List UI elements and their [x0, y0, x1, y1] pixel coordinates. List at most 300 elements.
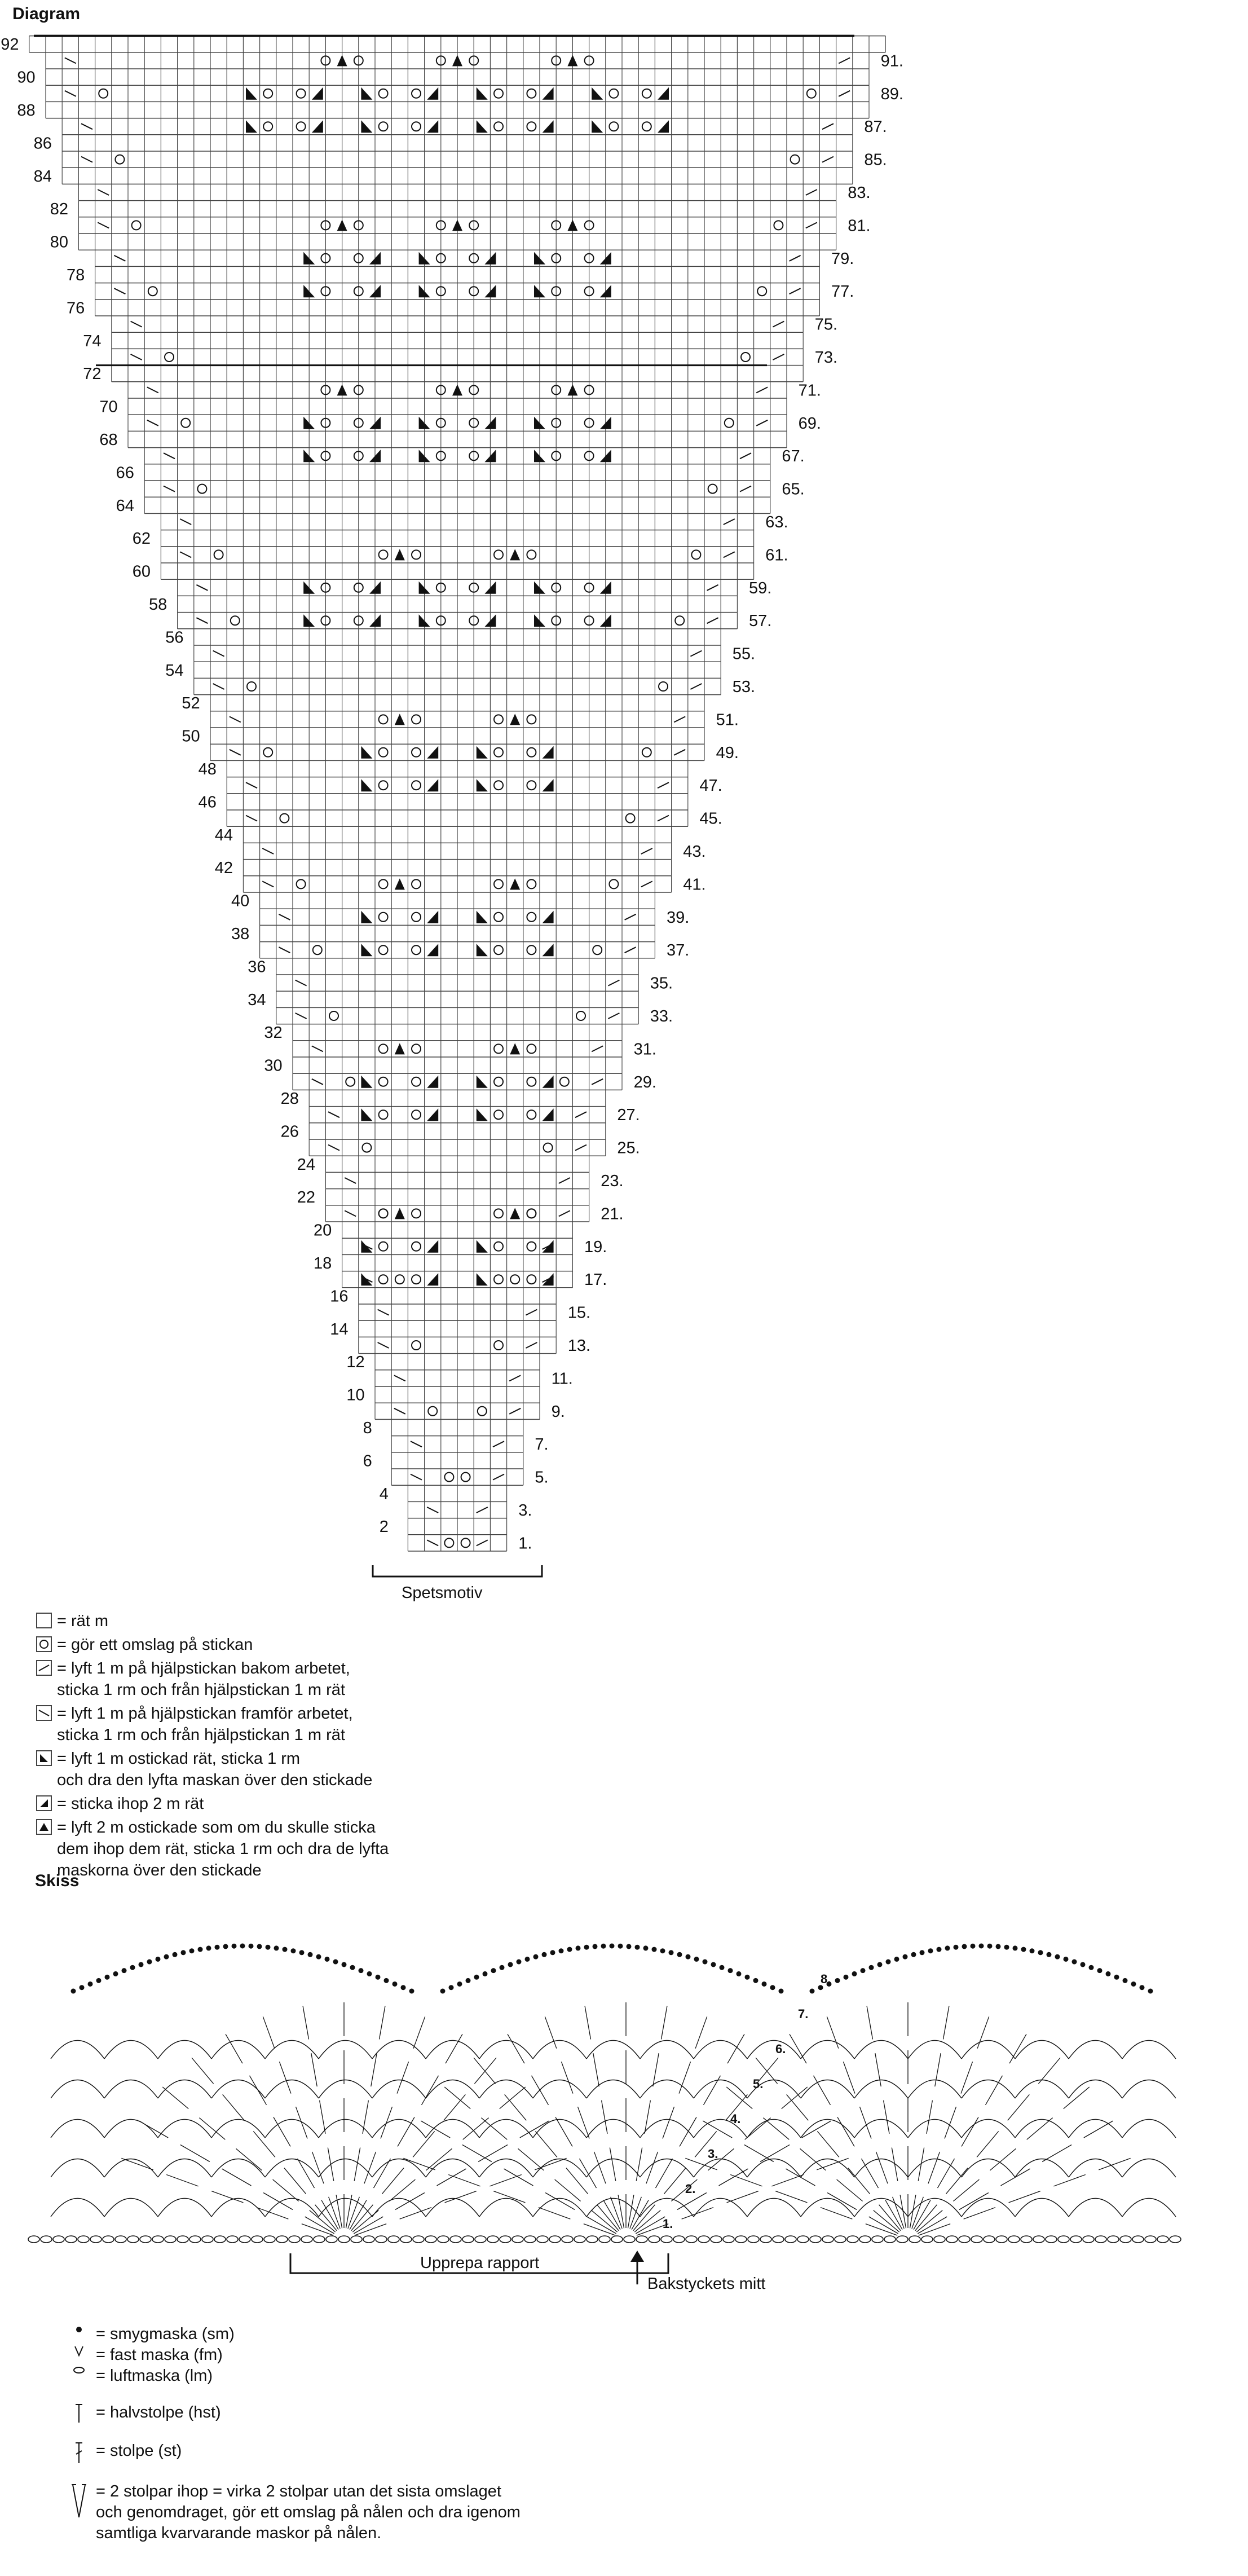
- slip-stitch-icon: [928, 1948, 933, 1953]
- yarn-over-icon: [214, 550, 223, 559]
- yarn-over-icon: [297, 122, 306, 131]
- yarn-over-icon: [494, 879, 503, 888]
- yarn-over-icon: [412, 1242, 421, 1251]
- chain-arch: [962, 2080, 1015, 2099]
- chain-icon: [289, 2236, 300, 2243]
- row-label-odd: 1.: [518, 1534, 532, 1553]
- round-number: 8.: [821, 1972, 831, 1986]
- double-crochet-icon: [395, 2193, 425, 2210]
- center-label: Bakstyckets mitt: [647, 2275, 766, 2293]
- row-label-even: 4: [379, 1485, 389, 1503]
- row-label-odd: 57.: [749, 612, 772, 631]
- slip-stitch-icon: [1131, 1981, 1136, 1987]
- slip-stitch-icon: [1055, 1954, 1060, 1959]
- chain-arch: [586, 2120, 640, 2138]
- cable-left-icon: [131, 322, 142, 327]
- chain-arch: [319, 2199, 372, 2217]
- chain-arch: [1122, 2199, 1176, 2217]
- cable-left-icon: [279, 947, 290, 953]
- double-crochet-icon: [775, 2191, 807, 2203]
- chain-icon: [1108, 2236, 1119, 2243]
- legend-item: [31, 1748, 651, 1791]
- chain-arch: [265, 2159, 319, 2178]
- row-label-even: 44: [214, 826, 233, 844]
- k2tog-icon: [658, 87, 669, 100]
- cable-left-icon: [411, 1441, 422, 1447]
- crochet-legend: [62, 2324, 626, 2544]
- slip-stitch-icon: [1089, 1965, 1094, 1970]
- chain-icon: [65, 2236, 77, 2243]
- yarn-over-icon: [132, 221, 141, 230]
- chain-icon: [78, 2236, 89, 2243]
- cable-right-icon: [756, 387, 768, 393]
- chain-icon: [400, 2236, 412, 2243]
- row-label-even: 10: [346, 1386, 365, 1404]
- slip-stitch-icon: [576, 1945, 581, 1950]
- slip-stitch-icon: [720, 1965, 725, 1970]
- yarn-over-icon: [379, 1077, 388, 1086]
- double-decrease-icon: [395, 549, 405, 560]
- k2tog-icon: [543, 1076, 554, 1088]
- cable-left-icon: [262, 848, 274, 854]
- double-crochet-icon: [505, 2094, 527, 2120]
- yarn-over-icon: [560, 1077, 569, 1086]
- chain-icon: [90, 2236, 102, 2243]
- slip-stitch-icon: [291, 1948, 296, 1953]
- chain-arch: [533, 2120, 586, 2138]
- slip-stitch-icon: [894, 1957, 899, 1962]
- row-label-odd: 17.: [584, 1271, 607, 1289]
- row-label-odd: 45.: [699, 809, 722, 828]
- yarn-over-icon: [247, 682, 256, 691]
- legend-text: = smygmaska (sm): [96, 2325, 235, 2343]
- slip-stitch-icon: [844, 1975, 849, 1980]
- cable-right-icon: [773, 322, 784, 327]
- half-double-icon: [62, 2402, 96, 2425]
- double-crochet-icon: [302, 2224, 333, 2236]
- double-crochet-icon: [876, 2152, 888, 2183]
- skp-icon: [361, 1076, 372, 1088]
- cable-left-icon: [246, 816, 257, 821]
- row-label-odd: 3.: [518, 1501, 532, 1520]
- row-label-even: 70: [99, 398, 118, 416]
- chain-arch: [640, 2120, 694, 2138]
- double-crochet-icon: [545, 2016, 557, 2048]
- chain-arch: [533, 2080, 586, 2099]
- row-label-even: 6: [363, 1452, 372, 1470]
- cable-left-icon: [147, 387, 158, 393]
- cable-left-icon: [213, 684, 224, 689]
- double-crochet-icon: [977, 2016, 989, 2048]
- double-crochet-icon: [662, 2006, 667, 2039]
- legend-item: [62, 2324, 626, 2345]
- double-crochet-icon: [1042, 2145, 1071, 2162]
- slip-stitch-icon: [861, 1968, 866, 1973]
- chain-arch: [854, 2159, 908, 2178]
- yarn-over-icon: [379, 748, 388, 757]
- cable-right-icon: [477, 1507, 488, 1513]
- slip-stitch-icon: [105, 1975, 110, 1980]
- double-decrease-icon: [567, 219, 577, 231]
- legend-item: [62, 2366, 626, 2386]
- cable-right-icon: [839, 58, 850, 63]
- chain-arch: [694, 2159, 747, 2178]
- double-crochet-icon: [226, 2034, 242, 2063]
- slip-stitch-icon: [987, 1944, 993, 1949]
- yarn-over-icon: [263, 122, 272, 131]
- double-crochet-icon: [927, 2101, 932, 2134]
- cable-right-icon: [674, 716, 685, 722]
- chain-arch: [962, 2041, 1015, 2059]
- cable-right-icon: [773, 354, 784, 360]
- slip-stitch-icon: [308, 1952, 313, 1957]
- chain-arch: [640, 2041, 694, 2059]
- row-label-even: 28: [280, 1090, 299, 1108]
- yarn-over-icon: [527, 1275, 536, 1284]
- slip-stitch-icon: [80, 1985, 85, 1990]
- chain-arch: [908, 2159, 962, 2178]
- chain-arch: [158, 2199, 211, 2217]
- blank-square-icon: [36, 1613, 52, 1628]
- skp-icon: [592, 87, 603, 100]
- double-crochet-icon: [139, 2121, 168, 2138]
- chain-icon: [959, 2236, 970, 2243]
- slip-stitch-icon: [711, 1962, 716, 1967]
- k2tog-icon: [658, 120, 669, 133]
- cable-right-icon: [658, 816, 669, 821]
- row-label-even: 72: [83, 365, 102, 384]
- slip-stitch-icon: [1114, 1975, 1119, 1980]
- yarn-over-icon: [691, 550, 700, 559]
- slip-stitch-icon: [139, 1962, 144, 1967]
- row-label-odd: 83.: [848, 184, 871, 202]
- row-label-odd: 47.: [699, 777, 722, 795]
- row-label-even: 76: [67, 299, 85, 318]
- row-label-even: 52: [182, 694, 200, 713]
- yarn-over-icon: [379, 715, 388, 724]
- chain-arch: [319, 2041, 372, 2059]
- skp-icon: [477, 1273, 488, 1285]
- double-crochet-icon: [348, 2197, 360, 2229]
- chain-icon: [897, 2236, 908, 2243]
- double-crochet-icon: [1009, 2191, 1040, 2203]
- yarn-over-icon: [675, 616, 684, 625]
- yarn-over-icon: [757, 287, 766, 296]
- skp-icon: [361, 1108, 372, 1121]
- chain-icon: [586, 2236, 598, 2243]
- row-label-even: 34: [248, 990, 266, 1009]
- slip-stitch-icon: [367, 1971, 372, 1976]
- chain-icon: [62, 2366, 96, 2375]
- row-label-odd: 27.: [617, 1106, 640, 1125]
- double-crochet-icon: [1038, 2058, 1060, 2084]
- cable-left-icon: [230, 750, 241, 755]
- yarn-over-icon: [609, 89, 618, 98]
- yarn-over-icon: [708, 485, 717, 494]
- slip-stitch-icon: [1081, 1962, 1086, 1967]
- double-crochet-icon: [1001, 2169, 1030, 2186]
- slip-stitch-icon: [610, 1944, 615, 1949]
- row-label-even: 60: [132, 562, 151, 581]
- double-crochet-icon: [445, 2191, 477, 2203]
- chain-arch: [908, 2080, 962, 2099]
- double-decrease-icon: [337, 219, 347, 231]
- slip-stitch-icon: [440, 1989, 446, 1994]
- double-crochet-icon: [312, 2152, 324, 2183]
- skp-icon: [361, 944, 372, 956]
- yarn-over-icon: [444, 1538, 453, 1547]
- chain-arch: [694, 2199, 747, 2217]
- cable-left-icon: [312, 1046, 323, 1051]
- slip-stitch-icon: [401, 1985, 406, 1990]
- chain-icon: [500, 2236, 511, 2243]
- cable-left-icon: [98, 190, 109, 195]
- skp-icon: [361, 911, 372, 923]
- row-label-odd: 33.: [650, 1007, 673, 1025]
- slip-stitch-icon: [677, 1952, 682, 1957]
- slip-stitch-icon: [88, 1981, 93, 1987]
- yarn-over-icon: [313, 945, 322, 954]
- row-label-odd: 61.: [765, 546, 788, 565]
- double-crochet-icon: [437, 2169, 466, 2186]
- row-label-even: 30: [264, 1056, 283, 1075]
- chain-icon: [673, 2236, 685, 2243]
- yarn-over-icon: [642, 89, 651, 98]
- yarn-over-icon: [659, 682, 668, 691]
- chain-icon: [165, 2236, 176, 2243]
- yarn-over-icon: [412, 913, 421, 922]
- chain-arch: [426, 2199, 479, 2217]
- skp-icon: [361, 1240, 372, 1253]
- double-crochet-icon: [928, 2152, 940, 2183]
- chain-icon: [735, 2236, 747, 2243]
- row-label-odd: 51.: [716, 711, 739, 729]
- double-crochet-icon: [421, 2121, 450, 2138]
- chain-icon: [53, 2236, 64, 2243]
- double-decrease-icon: [36, 1819, 52, 1835]
- slip-stitch-icon: [567, 1947, 572, 1952]
- yarn-over-icon: [494, 748, 503, 757]
- chain-icon: [872, 2236, 883, 2243]
- yarn-over-icon: [280, 814, 289, 823]
- row-label-even: 58: [149, 596, 167, 614]
- row-label-odd: 11.: [551, 1370, 573, 1388]
- double-crochet-icon: [585, 2006, 590, 2039]
- double-crochet-icon: [474, 2058, 496, 2084]
- double-crochet-icon: [611, 2197, 623, 2229]
- chain-arch: [158, 2120, 211, 2138]
- skp-icon: [246, 87, 257, 100]
- skp-icon: [246, 120, 257, 133]
- row-label-odd: 89.: [880, 85, 903, 103]
- double-crochet-icon: [866, 2224, 897, 2236]
- k2tog-icon: [543, 120, 554, 133]
- double-crochet-icon: [250, 2076, 267, 2105]
- chain-icon: [822, 2236, 834, 2243]
- chain-icon: [946, 2236, 958, 2243]
- chain-arch: [586, 2199, 640, 2217]
- legend-text: = lyft 1 m på hjälpstickan framför arbetet, sticka 1 rm och från hjälpstickan 1 m rät: [57, 1705, 353, 1744]
- cable-right-icon: [526, 1342, 537, 1348]
- cable-left-icon: [262, 881, 274, 887]
- double-crochet-icon: [912, 2197, 924, 2229]
- double-crochet-icon: [444, 2094, 466, 2120]
- legend-text: = fast maska (fm): [96, 2346, 223, 2364]
- slip-stitch-icon: [1064, 1957, 1069, 1962]
- legend-item: [31, 1793, 651, 1815]
- row-label-even: 54: [165, 661, 184, 680]
- slip-stitch-icon: [945, 1945, 950, 1950]
- cable-left-icon: [65, 58, 76, 63]
- yarn-over-icon: [379, 1209, 388, 1218]
- k2tog-icon: [312, 87, 323, 100]
- chain-arch: [962, 2199, 1015, 2217]
- chain-icon: [1008, 2236, 1020, 2243]
- chain-icon: [202, 2236, 213, 2243]
- legend-item: [31, 1703, 651, 1746]
- chain-arch: [694, 2080, 747, 2099]
- slip-stitch-icon: [779, 1989, 784, 1994]
- cable-left-icon: [98, 222, 109, 228]
- cable-right-icon: [509, 1375, 521, 1381]
- slip-stitch-icon: [249, 1944, 254, 1949]
- slip-stitch-icon: [869, 1965, 874, 1970]
- chain-icon: [475, 2236, 486, 2243]
- slip-stitch-icon: [113, 1971, 118, 1976]
- chain-arch: [908, 2120, 962, 2138]
- slip-stitch-icon: [449, 1985, 454, 1990]
- slip-stitch-icon: [1140, 1985, 1145, 1990]
- slip-stitch-icon: [652, 1947, 657, 1952]
- yarn-over-icon: [412, 945, 421, 954]
- chain-arch: [586, 2080, 640, 2099]
- chain-arch: [962, 2120, 1015, 2138]
- double-crochet-icon: [682, 2208, 713, 2220]
- chain-arch: [319, 2120, 372, 2138]
- double-crochet-icon: [403, 2158, 435, 2170]
- yarn-over-icon: [527, 748, 536, 757]
- cable-left-icon: [328, 1112, 339, 1117]
- chain-icon: [127, 2236, 139, 2243]
- legend-item: [31, 1817, 651, 1881]
- yarn-over-icon: [527, 945, 536, 954]
- slip-stitch-icon: [954, 1945, 959, 1950]
- slip-stitch-icon: [206, 1945, 211, 1950]
- double-crochet-icon: [374, 2159, 391, 2188]
- slip-stitch-icon: [559, 1948, 564, 1953]
- slip-stitch-icon: [753, 1978, 758, 1983]
- double-crochet-icon: [827, 2016, 839, 2048]
- slip-stitch-icon: [283, 1947, 288, 1952]
- slip-stitch-icon: [618, 1944, 623, 1949]
- yarn-over-icon: [346, 1077, 355, 1086]
- double-crochet-icon: [382, 2168, 404, 2194]
- chart-legend: [31, 1610, 651, 1883]
- slip-stitch-icon: [962, 1944, 967, 1949]
- double-crochet-icon: [786, 2169, 815, 2186]
- double-crochet-icon: [837, 2179, 863, 2201]
- cable-left-icon: [213, 651, 224, 657]
- slip-stitch-icon: [686, 1954, 691, 1959]
- chain-arch: [265, 2041, 319, 2059]
- chain-arch: [801, 2120, 854, 2138]
- chain-icon: [425, 2236, 436, 2243]
- yarn-over-icon: [165, 353, 174, 362]
- chain-arch: [801, 2080, 854, 2099]
- double-crochet-icon: [296, 2107, 307, 2138]
- double-crochet-icon: [1084, 2121, 1113, 2138]
- slip-stitch-icon: [745, 1975, 750, 1980]
- legend-text: = rät m: [57, 1612, 109, 1630]
- chain-icon: [773, 2236, 784, 2243]
- yarn-over-icon: [494, 913, 503, 922]
- yarn-over-icon: [807, 89, 816, 98]
- double-crochet-icon: [504, 2169, 533, 2186]
- chain-icon: [115, 2236, 126, 2243]
- chain-icon: [624, 2236, 635, 2243]
- yarn-over-icon: [494, 715, 503, 724]
- skp-icon: [36, 1750, 52, 1766]
- slip-stitch-icon: [971, 1944, 976, 1949]
- cable-right-icon: [839, 91, 850, 96]
- double-crochet-icon: [664, 2168, 686, 2194]
- cable-left-icon: [427, 1540, 438, 1545]
- cable-right-icon: [575, 1112, 586, 1117]
- slip-stitch-icon: [474, 1975, 479, 1980]
- double-crochet-icon: [413, 2016, 425, 2048]
- double-decrease-icon: [395, 714, 405, 725]
- slip-stitch-icon: [1123, 1978, 1128, 1983]
- chain-icon: [562, 2236, 573, 2243]
- row-label-even: 48: [198, 760, 217, 778]
- double-crochet-icon: [892, 2148, 897, 2181]
- chain-icon: [214, 2236, 226, 2243]
- chain-arch: [211, 2159, 265, 2178]
- cable-right-icon: [509, 1408, 521, 1414]
- row-label-even: 90: [17, 68, 36, 87]
- chain-icon: [227, 2236, 238, 2243]
- slip-stitch-icon: [350, 1965, 355, 1970]
- slip-stitch-icon: [147, 1959, 152, 1965]
- cable-right-icon: [608, 1013, 619, 1019]
- double-crochet-icon: [253, 2131, 275, 2157]
- slip-stitch-icon: [457, 1981, 462, 1987]
- chain-icon: [549, 2236, 561, 2243]
- double-crochet-icon: [422, 2076, 439, 2105]
- chain-arch: [51, 2199, 104, 2217]
- skp-icon: [477, 1076, 488, 1088]
- k2tog-icon: [543, 1108, 554, 1121]
- slip-stitch-icon: [979, 1944, 984, 1949]
- double-crochet-icon: [320, 2101, 325, 2134]
- yarn-over-icon: [494, 550, 503, 559]
- chart-grid: [29, 36, 885, 1577]
- double-crochet-icon: [298, 2159, 315, 2188]
- double-crochet-icon: [763, 2118, 789, 2140]
- double-crochet-icon: [727, 2034, 744, 2063]
- row-label-odd: 69.: [798, 414, 821, 433]
- chain-arch: [1015, 2120, 1069, 2138]
- row-label-odd: 55.: [732, 645, 756, 663]
- yarn-over-icon: [412, 1077, 421, 1086]
- row-label-even: 86: [33, 134, 52, 153]
- skp-icon: [477, 87, 488, 100]
- chain-icon: [1120, 2236, 1131, 2243]
- double-crochet-icon: [380, 2006, 385, 2039]
- slip-stitch-icon: [1047, 1952, 1052, 1957]
- legend-item: [62, 2481, 626, 2544]
- slip-stitch-icon: [156, 1957, 161, 1962]
